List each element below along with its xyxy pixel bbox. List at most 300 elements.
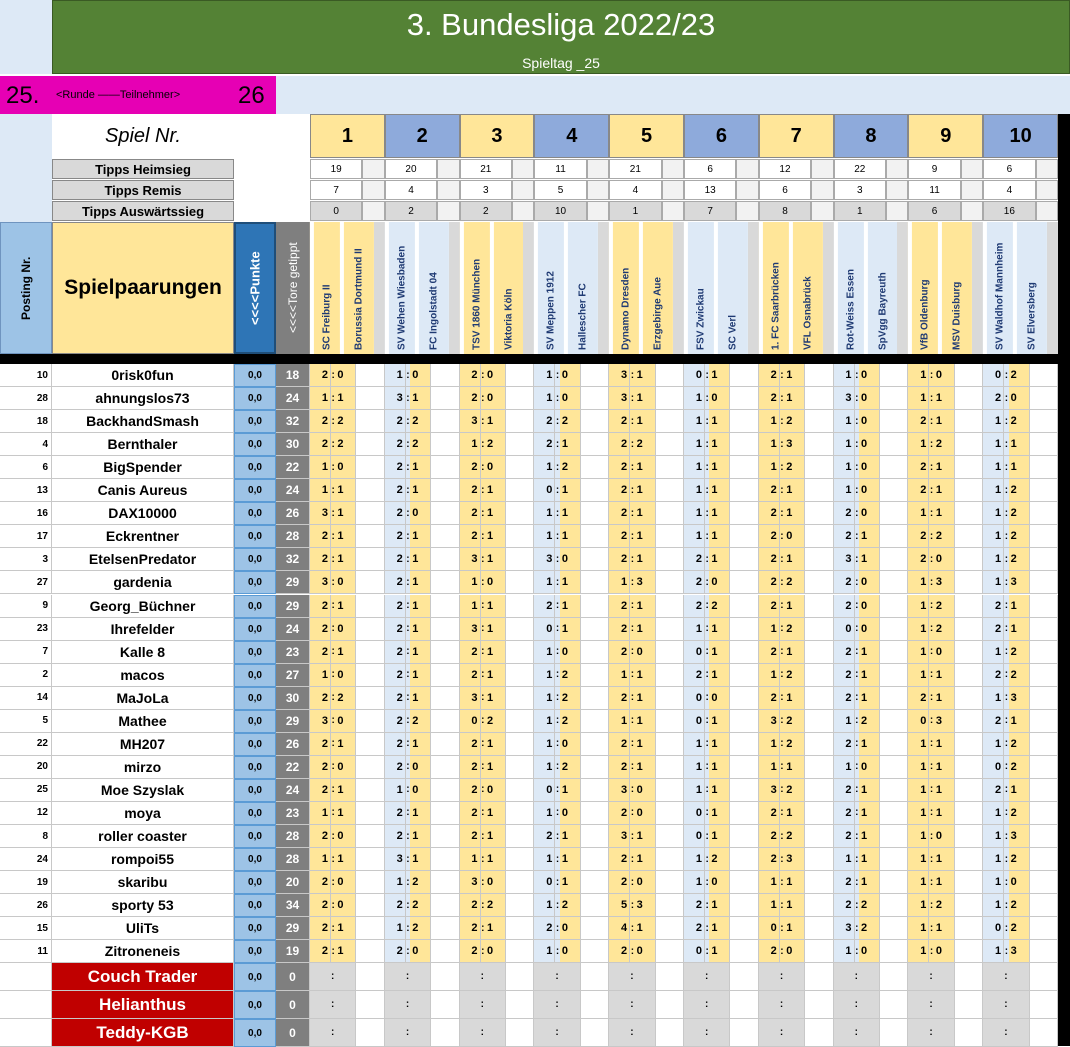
tip-home-goals: 2 <box>759 940 780 963</box>
tip-home-goals: 0 <box>983 917 1004 940</box>
tipp-count-heim: 6 <box>983 159 1035 179</box>
tip-separator: : <box>406 825 410 848</box>
tip-result <box>581 779 609 802</box>
game-number: 8 <box>834 114 909 158</box>
tip-result <box>656 479 684 502</box>
team-spacer <box>598 222 609 354</box>
tip-result <box>431 456 459 479</box>
player-name: BigSpender <box>52 456 234 479</box>
tip-separator: : <box>780 848 784 871</box>
tip-separator: : <box>780 525 784 548</box>
extra-player-goals: 0 <box>276 991 310 1019</box>
tip-away-goals: 1 <box>635 595 656 618</box>
tip-away-goals: 3 <box>934 710 955 733</box>
tip-result <box>1030 641 1058 664</box>
tip-separator: : <box>1004 364 1008 387</box>
tip-away-goals: 0 <box>335 894 356 917</box>
tip-separator: : <box>1004 595 1008 618</box>
tip-separator: : <box>1004 733 1008 756</box>
tipp-spacer <box>736 159 758 179</box>
tip-home-goals: 2 <box>310 525 331 548</box>
tipp-count-aus: 1 <box>609 201 661 221</box>
tip-away-goals: 2 <box>934 894 955 917</box>
tip-away-goals: 0 <box>485 571 506 594</box>
tip-away-goals: 1 <box>485 664 506 687</box>
tip-away-goals: 2 <box>410 410 431 433</box>
tip-away-goals: 2 <box>934 618 955 641</box>
tip-result <box>955 779 983 802</box>
tip-home-goals: 2 <box>609 479 630 502</box>
tip-separator: : <box>1004 502 1008 525</box>
tip-away-goals: 0 <box>1009 871 1030 894</box>
tip-result <box>955 871 983 894</box>
tip-home-goals: 1 <box>908 502 929 525</box>
tip-separator: : <box>555 595 559 618</box>
empty-tip-result <box>356 991 384 1019</box>
tip-separator: : <box>555 456 559 479</box>
tip-away-goals: 1 <box>784 548 805 571</box>
empty-tip: : <box>834 1019 880 1047</box>
tip-home-goals: 2 <box>759 802 780 825</box>
tip-away-goals: 1 <box>934 456 955 479</box>
tip-away-goals: 1 <box>709 548 730 571</box>
tip-result <box>506 733 534 756</box>
tip-result <box>880 595 908 618</box>
tip-home-goals: 1 <box>310 802 331 825</box>
tore-top-blank <box>276 114 310 222</box>
tip-separator: : <box>780 571 784 594</box>
tip-result <box>805 410 833 433</box>
tip-away-goals: 1 <box>784 687 805 710</box>
tipp-count-remis: 3 <box>834 180 886 200</box>
tip-home-goals: 1 <box>983 940 1004 963</box>
tip-separator: : <box>331 871 335 894</box>
tip-home-goals: 2 <box>310 940 331 963</box>
tip-result <box>356 387 384 410</box>
right-border <box>1058 114 1070 1046</box>
empty-tip-result <box>656 1019 684 1047</box>
tip-separator: : <box>481 502 485 525</box>
tip-separator: : <box>1004 641 1008 664</box>
posting-number: 13 <box>0 479 52 502</box>
tip-home-goals: 2 <box>759 825 780 848</box>
tip-away-goals: 1 <box>335 387 356 410</box>
tip-separator: : <box>481 687 485 710</box>
tip-away-goals: 1 <box>709 756 730 779</box>
tip-away-goals: 3 <box>784 848 805 871</box>
team-spacer <box>897 222 908 354</box>
tip-home-goals: 2 <box>684 894 705 917</box>
tipp-spacer <box>437 159 459 179</box>
tip-home-goals: 2 <box>609 756 630 779</box>
tip-home-goals: 2 <box>460 502 481 525</box>
tip-home-goals: 0 <box>834 618 855 641</box>
tip-separator: : <box>1004 387 1008 410</box>
tip-home-goals: 2 <box>834 687 855 710</box>
tip-result <box>431 502 459 525</box>
tip-result <box>955 687 983 710</box>
tip-result <box>506 548 534 571</box>
tip-away-goals: 3 <box>784 433 805 456</box>
tip-separator: : <box>630 733 634 756</box>
tip-away-goals: 1 <box>709 364 730 387</box>
tip-result <box>431 825 459 848</box>
tip-away-goals: 2 <box>859 917 880 940</box>
tip-separator: : <box>929 410 933 433</box>
tip-home-goals: 2 <box>684 571 705 594</box>
empty-tip-result <box>1030 963 1058 991</box>
tip-away-goals: 1 <box>934 802 955 825</box>
tip-home-goals: 2 <box>834 733 855 756</box>
tip-result <box>356 479 384 502</box>
tip-home-goals: 1 <box>684 756 705 779</box>
tipp-spacer <box>662 180 684 200</box>
tip-separator: : <box>406 756 410 779</box>
posting-number: 10 <box>0 364 52 387</box>
player-goals-tipped: 29 <box>276 710 310 733</box>
empty-tip: : <box>759 1019 805 1047</box>
tip-home-goals: 3 <box>609 779 630 802</box>
tip-separator: : <box>855 571 859 594</box>
tip-home-goals: 2 <box>759 387 780 410</box>
empty-tip: : <box>385 1019 431 1047</box>
tip-separator: : <box>855 548 859 571</box>
tip-result <box>805 917 833 940</box>
tip-home-goals: 1 <box>534 364 555 387</box>
tip-home-goals: 3 <box>834 387 855 410</box>
tip-separator: : <box>630 802 634 825</box>
empty-tip-result <box>955 991 983 1019</box>
tip-result <box>356 664 384 687</box>
tip-separator: : <box>555 433 559 456</box>
tip-result <box>955 917 983 940</box>
tip-result <box>880 710 908 733</box>
tip-away-goals: 2 <box>410 433 431 456</box>
player-points: 0,0 <box>234 387 276 410</box>
tip-separator: : <box>705 917 709 940</box>
tip-away-goals: 1 <box>335 595 356 618</box>
tip-result <box>356 595 384 618</box>
tip-home-goals: 1 <box>834 710 855 733</box>
tip-result <box>581 410 609 433</box>
tip-away-goals: 0 <box>335 456 356 479</box>
tip-result <box>581 641 609 664</box>
tip-home-goals: 2 <box>460 917 481 940</box>
tip-separator: : <box>855 525 859 548</box>
tip-away-goals: 2 <box>934 595 955 618</box>
empty-tip-result <box>356 1019 384 1047</box>
tip-separator: : <box>331 410 335 433</box>
tip-home-goals: 2 <box>385 595 406 618</box>
tip-away-goals: 1 <box>410 825 431 848</box>
tip-result <box>805 871 833 894</box>
tip-separator: : <box>929 917 933 940</box>
tip-away-goals: 1 <box>635 502 656 525</box>
tip-away-goals: 1 <box>709 917 730 940</box>
tip-home-goals: 0 <box>684 802 705 825</box>
tip-home-goals: 1 <box>759 618 780 641</box>
tip-separator: : <box>855 710 859 733</box>
game-number: 7 <box>759 114 834 158</box>
tip-result <box>880 641 908 664</box>
tip-home-goals: 2 <box>759 525 780 548</box>
tip-home-goals: 1 <box>534 848 555 871</box>
tipp-count-aus: 0 <box>310 201 362 221</box>
tip-separator: : <box>406 710 410 733</box>
tip-away-goals: 2 <box>1009 410 1030 433</box>
tip-home-goals: 3 <box>310 571 331 594</box>
tip-separator: : <box>1004 525 1008 548</box>
tip-away-goals: 0 <box>709 871 730 894</box>
tipp-spacer <box>886 159 908 179</box>
participants-count: 26 <box>238 82 265 109</box>
tip-away-goals: 1 <box>560 571 581 594</box>
tip-separator: : <box>1004 479 1008 502</box>
posting-number: 6 <box>0 456 52 479</box>
tip-separator: : <box>406 595 410 618</box>
tip-home-goals: 2 <box>310 618 331 641</box>
tip-result <box>805 364 833 387</box>
tip-separator: : <box>929 433 933 456</box>
team-spacer <box>673 222 684 354</box>
tip-separator: : <box>555 664 559 687</box>
tip-result <box>805 710 833 733</box>
player-points: 0,0 <box>234 871 276 894</box>
tip-result <box>581 871 609 894</box>
player-name: MH207 <box>52 733 234 756</box>
tip-separator: : <box>630 871 634 894</box>
tip-away-goals: 1 <box>709 733 730 756</box>
posting-number: 7 <box>0 641 52 664</box>
tip-away-goals: 1 <box>635 479 656 502</box>
tip-home-goals: 2 <box>385 710 406 733</box>
tip-separator: : <box>855 433 859 456</box>
empty-tip: : <box>534 963 580 991</box>
tip-home-goals: 2 <box>609 802 630 825</box>
player-goals-tipped: 24 <box>276 387 310 410</box>
tip-away-goals: 1 <box>709 456 730 479</box>
tip-result <box>431 733 459 756</box>
tip-result <box>581 848 609 871</box>
tip-result <box>1030 917 1058 940</box>
tip-result <box>656 802 684 825</box>
tip-away-goals: 2 <box>485 710 506 733</box>
tipp-spacer <box>961 180 983 200</box>
tip-away-goals: 1 <box>1009 433 1030 456</box>
tip-result <box>805 571 833 594</box>
tip-separator: : <box>555 917 559 940</box>
tip-home-goals: 2 <box>460 802 481 825</box>
tip-result <box>356 871 384 894</box>
tipp-count-remis: 7 <box>310 180 362 200</box>
tip-home-goals: 2 <box>684 917 705 940</box>
tip-separator: : <box>1004 571 1008 594</box>
tip-away-goals: 2 <box>784 618 805 641</box>
tip-result <box>955 618 983 641</box>
tip-home-goals: 1 <box>834 433 855 456</box>
tipp-count-heim: 6 <box>684 159 736 179</box>
tipp-count-heim: 21 <box>609 159 661 179</box>
player-goals-tipped: 22 <box>276 756 310 779</box>
tip-away-goals: 1 <box>859 525 880 548</box>
tip-result <box>805 387 833 410</box>
tip-separator: : <box>705 410 709 433</box>
tip-away-goals: 0 <box>859 456 880 479</box>
tip-away-goals: 2 <box>1009 917 1030 940</box>
tip-away-goals: 2 <box>1009 664 1030 687</box>
tip-away-goals: 0 <box>635 641 656 664</box>
empty-tip-result <box>656 963 684 991</box>
tip-away-goals: 0 <box>485 871 506 894</box>
tip-away-goals: 2 <box>560 710 581 733</box>
tip-separator: : <box>630 502 634 525</box>
tip-away-goals: 1 <box>635 710 656 733</box>
tip-result <box>581 479 609 502</box>
tip-separator: : <box>705 825 709 848</box>
tip-result <box>431 595 459 618</box>
tip-away-goals: 1 <box>709 710 730 733</box>
tip-away-goals: 3 <box>1009 687 1030 710</box>
tip-result <box>656 687 684 710</box>
tip-away-goals: 1 <box>410 548 431 571</box>
tip-separator: : <box>630 687 634 710</box>
tip-result <box>581 664 609 687</box>
tip-separator: : <box>780 871 784 894</box>
tip-home-goals: 2 <box>759 479 780 502</box>
tip-separator: : <box>481 410 485 433</box>
tip-result <box>730 433 758 456</box>
extra-player-name: Couch Trader <box>52 963 234 991</box>
player-goals-tipped: 23 <box>276 802 310 825</box>
tip-home-goals: 2 <box>534 825 555 848</box>
tip-separator: : <box>331 548 335 571</box>
tore-label: <<<<Tore getippt <box>286 242 300 334</box>
tip-result <box>431 894 459 917</box>
tip-result <box>805 595 833 618</box>
tip-home-goals: 0 <box>908 710 929 733</box>
empty-tip-result <box>1030 1019 1058 1047</box>
tip-separator: : <box>705 364 709 387</box>
tip-away-goals: 2 <box>485 894 506 917</box>
tip-home-goals: 1 <box>908 871 929 894</box>
tip-home-goals: 1 <box>609 571 630 594</box>
tip-result <box>805 756 833 779</box>
empty-tip-result <box>581 963 609 991</box>
tip-away-goals: 1 <box>485 548 506 571</box>
tip-away-goals: 1 <box>784 871 805 894</box>
tip-home-goals: 4 <box>609 917 630 940</box>
tip-result <box>955 848 983 871</box>
tip-away-goals: 1 <box>1009 710 1030 733</box>
empty-tip-result <box>805 991 833 1019</box>
tip-result <box>431 917 459 940</box>
tip-separator: : <box>555 364 559 387</box>
tip-home-goals: 1 <box>834 364 855 387</box>
tip-separator: : <box>331 479 335 502</box>
tipp-spacer <box>512 159 534 179</box>
tip-result <box>1030 502 1058 525</box>
posting-number: 22 <box>0 733 52 756</box>
tip-home-goals: 2 <box>460 387 481 410</box>
tip-result <box>730 664 758 687</box>
tip-home-goals: 2 <box>310 825 331 848</box>
tip-result <box>356 571 384 594</box>
empty-tip: : <box>385 991 431 1019</box>
tip-home-goals: 2 <box>460 756 481 779</box>
tip-home-goals: 1 <box>534 502 555 525</box>
tip-separator: : <box>780 548 784 571</box>
posting-number: 23 <box>0 618 52 641</box>
tip-away-goals: 1 <box>560 779 581 802</box>
tip-result <box>955 456 983 479</box>
tip-home-goals: 2 <box>385 825 406 848</box>
tip-result <box>880 917 908 940</box>
empty-tip-result <box>880 1019 908 1047</box>
tip-separator: : <box>481 825 485 848</box>
tip-away-goals: 1 <box>934 479 955 502</box>
empty-tip-result <box>805 1019 833 1047</box>
tip-result <box>955 825 983 848</box>
tip-home-goals: 1 <box>908 433 929 456</box>
tip-result <box>805 825 833 848</box>
tip-separator: : <box>630 756 634 779</box>
tip-home-goals: 0 <box>759 917 780 940</box>
tip-separator: : <box>481 433 485 456</box>
home-team-label: Rot-Weiss Essen <box>834 222 864 354</box>
tip-away-goals: 2 <box>709 595 730 618</box>
tip-away-goals: 1 <box>410 802 431 825</box>
tip-home-goals: 1 <box>310 387 331 410</box>
player-name: Bernthaler <box>52 433 234 456</box>
player-goals-tipped: 29 <box>276 571 310 594</box>
tip-away-goals: 2 <box>859 894 880 917</box>
posting-number: 5 <box>0 710 52 733</box>
tip-home-goals: 1 <box>534 456 555 479</box>
tip-home-goals: 2 <box>983 595 1004 618</box>
tip-away-goals: 0 <box>410 940 431 963</box>
tip-separator: : <box>481 940 485 963</box>
empty-tip-result <box>581 1019 609 1047</box>
tip-separator: : <box>481 894 485 917</box>
tip-away-goals: 1 <box>635 410 656 433</box>
tip-result <box>880 664 908 687</box>
tip-away-goals: 1 <box>485 687 506 710</box>
tipp-spacer <box>362 159 384 179</box>
tip-separator: : <box>855 871 859 894</box>
tipp-count-heim: 11 <box>534 159 586 179</box>
tip-away-goals: 1 <box>859 641 880 664</box>
tip-home-goals: 1 <box>684 779 705 802</box>
player-points: 0,0 <box>234 825 276 848</box>
tip-home-goals: 2 <box>834 502 855 525</box>
tip-result <box>431 641 459 664</box>
tip-result <box>431 848 459 871</box>
tip-away-goals: 1 <box>934 871 955 894</box>
tip-home-goals: 2 <box>385 571 406 594</box>
team-spacer <box>972 222 983 354</box>
tip-result <box>880 387 908 410</box>
tip-result <box>955 387 983 410</box>
tip-separator: : <box>929 525 933 548</box>
tip-away-goals: 1 <box>784 756 805 779</box>
tip-result <box>506 894 534 917</box>
page-subtitle: Spieltag _25 <box>522 55 600 71</box>
tip-result <box>880 687 908 710</box>
tip-separator: : <box>705 456 709 479</box>
tip-result <box>730 917 758 940</box>
tip-home-goals: 2 <box>460 664 481 687</box>
empty-tip: : <box>534 1019 580 1047</box>
